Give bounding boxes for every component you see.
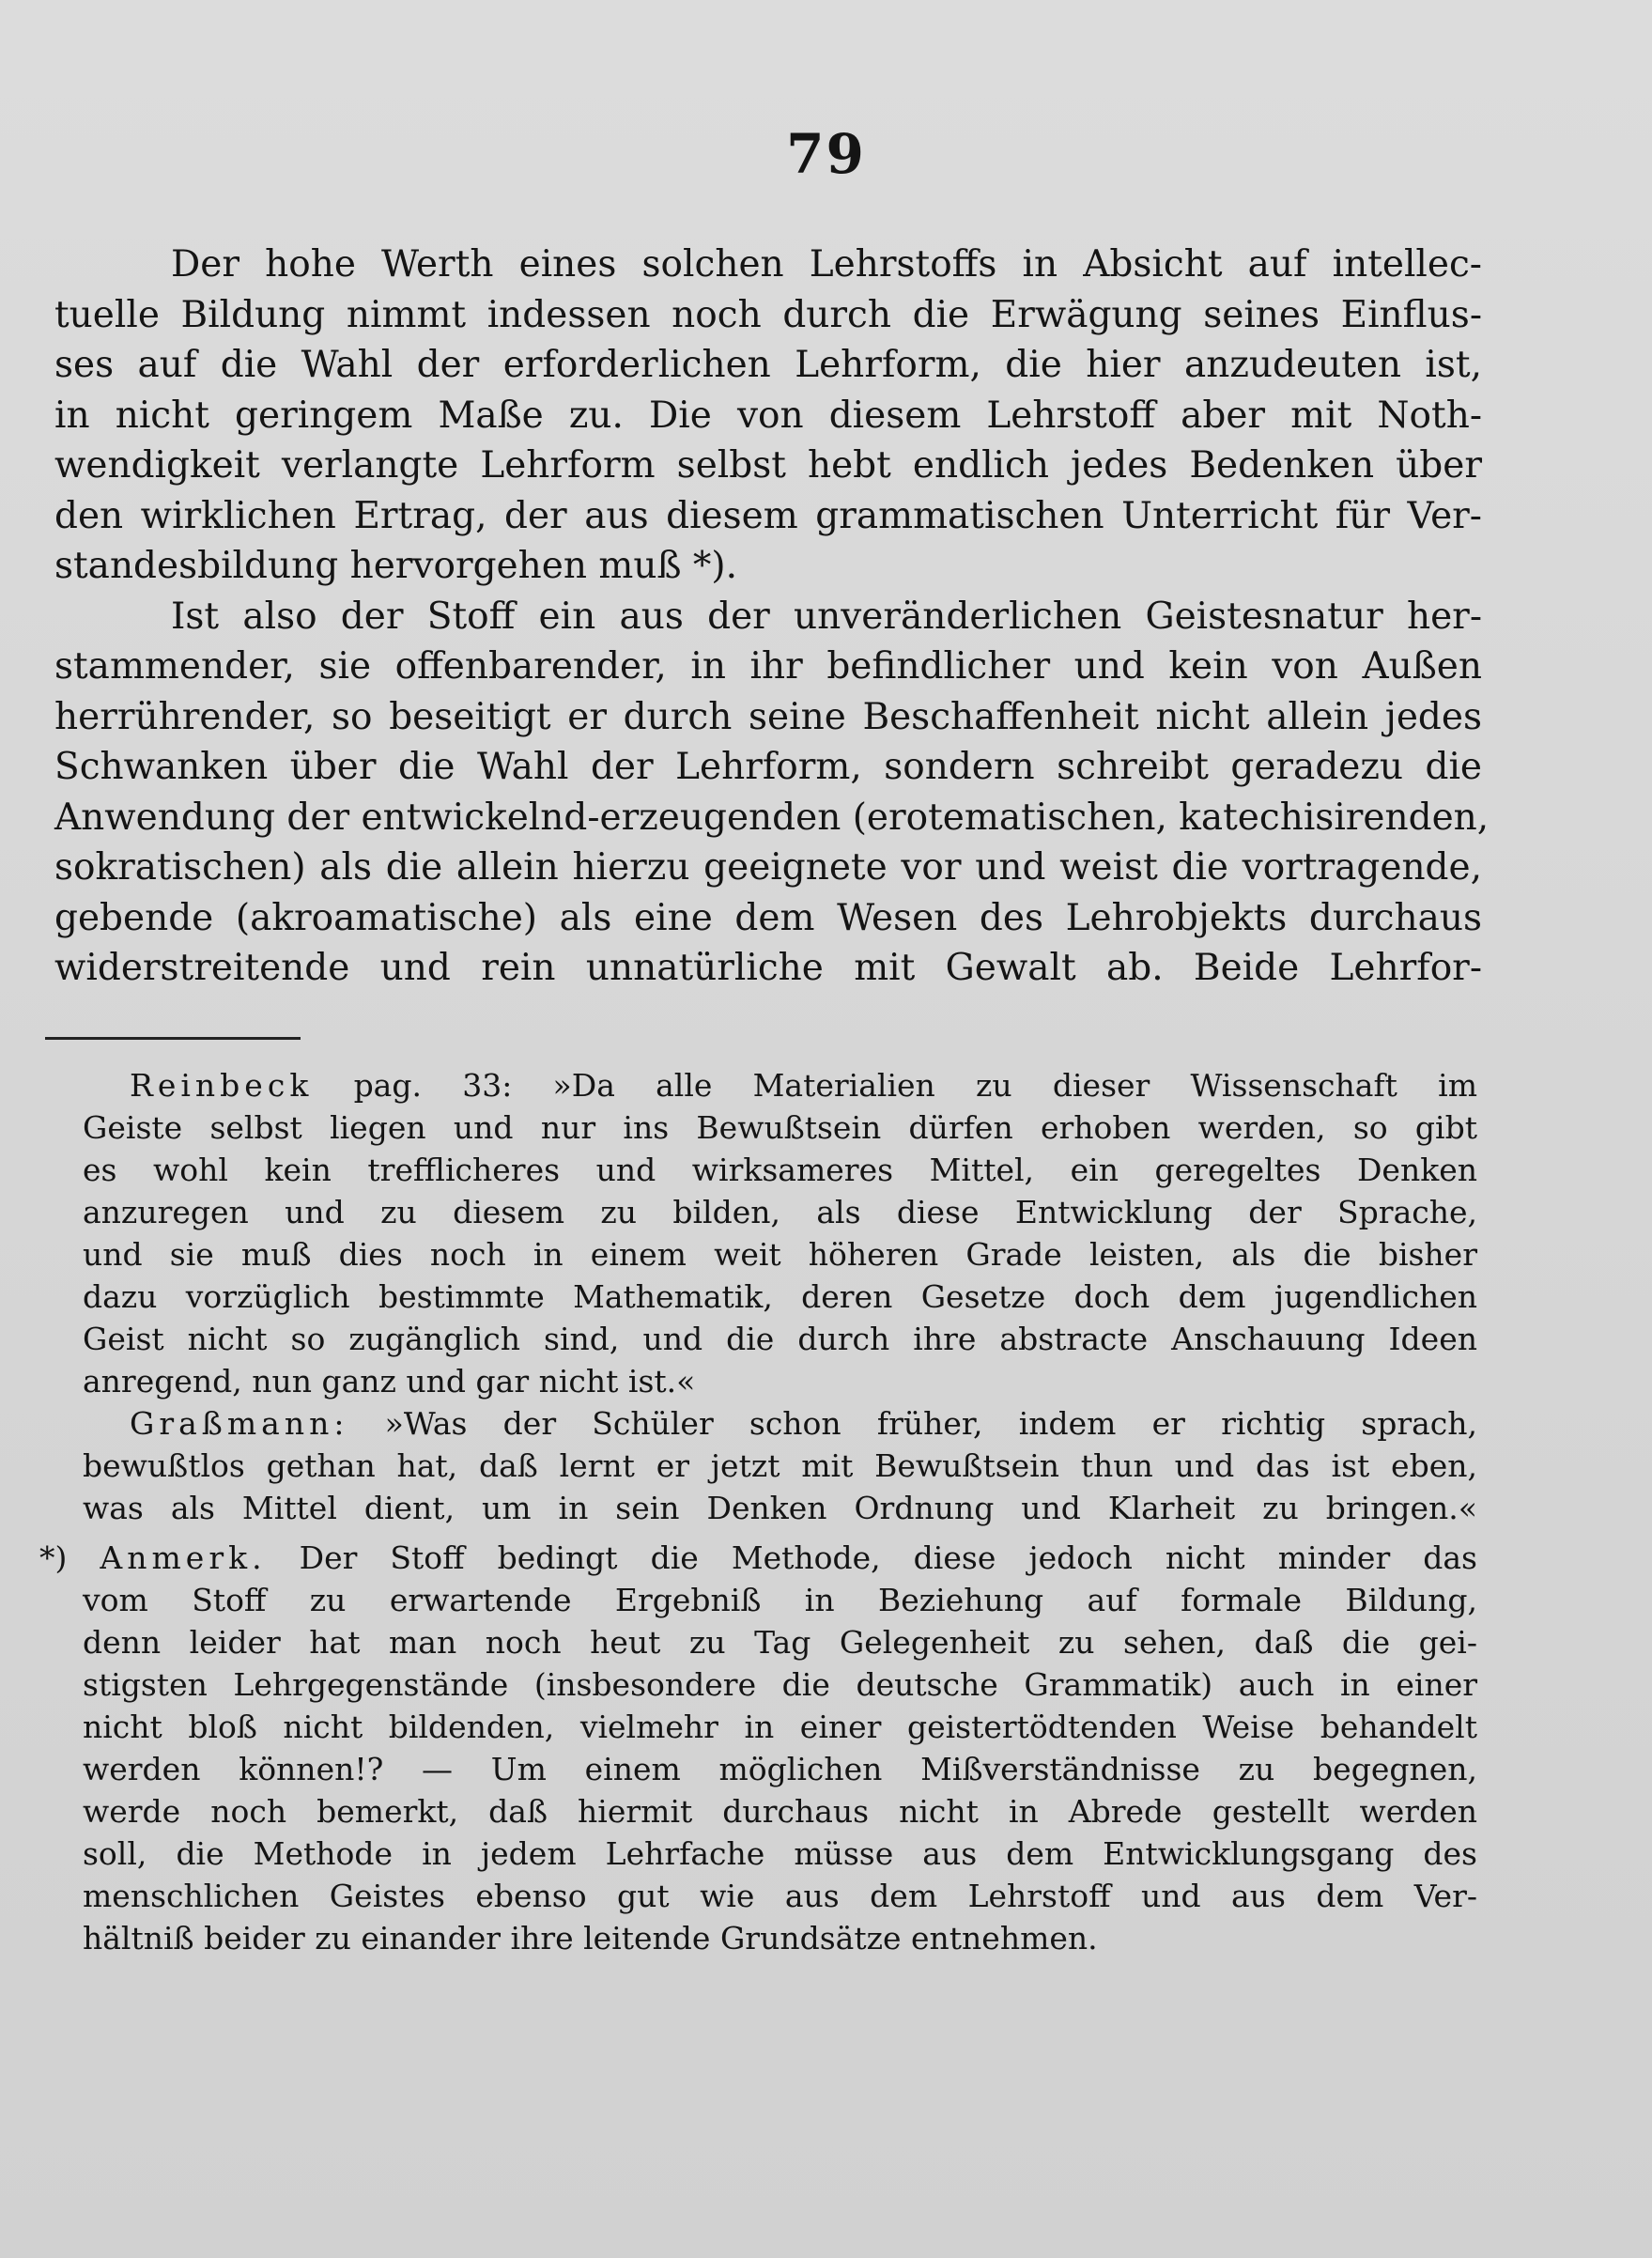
footnote-line: werden können!? — Um einem möglichen Mißverständnisse zu begegnen, [83,1751,1477,1787]
note-line: Geiste selbst liegen und nur ins Bewußtsein dürfen erhoben werden, so gibt [83,1109,1477,1146]
text-line: Anwendung der entwickelnd-erzeugenden (erotematischen, katechisirenden, [54,796,1490,839]
footnote-line: stigsten Lehrgegenstände (insbesondere die deutsche Grammatik) auch in einer [83,1666,1477,1703]
note-author-grassmann: Graßmann: [130,1405,349,1442]
note-line [83,1064,1477,1106]
text-line: gebende (akroamatische) als eine dem Wesen des Lehrobjekts durchaus [54,896,1482,939]
note-line: bewußtlos gethan hat, daß lernt er jetzt mit Bewußtsein thun und das ist eben, [83,1447,1477,1484]
text-line: ses auf die Wahl der erforderlichen Lehrform, die hier anzudeuten ist, [54,344,1482,386]
note-line: es wohl kein trefflicheres und wirksameres Mittel, ein geregeltes Denken [83,1152,1477,1188]
footnotes [39,1064,1478,1959]
note-author-reinbeck: Reinbeck [130,1067,314,1104]
text-line: den wirklichen Ertrag, der aus diesem grammatischen Unterricht für Ver- [54,494,1482,537]
footnote-line [39,1537,1477,1579]
text-line: wendigkeit verlangte Lehrform selbst hebt endlich jedes Bedenken über [54,444,1482,487]
text-line: in nicht geringem Maße zu. Die von diesem Lehrstoff aber mit Noth- [54,394,1482,437]
note-line: dazu vorzüglich bestimmte Mathematik, deren Gesetze doch dem jugendlichen [83,1278,1477,1315]
note-line [83,1402,1477,1445]
note-line: anregend, nun ganz und gar nicht ist.« [83,1363,696,1400]
footnote-line: nicht bloß nicht bildenden, vielmehr in einer geistertödtenden Weise behandelt [83,1709,1477,1745]
footnote-label: Anmerk. [100,1539,267,1576]
text-line: herrührender, so beseitigt er durch seine Beschaffenheit nicht allein jedes [54,695,1482,738]
footnote-line: vom Stoff zu erwartende Ergebniß in Beziehung auf formale Bildung, [83,1582,1477,1618]
footnote-line: denn leider hat man noch heut zu Tag Gelegenheit zu sehen, daß die gei- [83,1624,1477,1661]
footnote-text: Der Stoff bedingt die Methode, diese jedoch nicht minder das [299,1539,1477,1576]
note-line: anzuregen und zu diesem zu bilden, als diese Entwicklung der Sprache, [83,1194,1477,1230]
note-line: was als Mittel dient, um in sein Denken Ordnung und Klarheit zu bringen.« [83,1490,1477,1526]
footnote-line: soll, die Methode in jedem Lehrfache müsse aus dem Entwicklungsgang des [83,1835,1477,1872]
footnote-line: hältniß beider zu einander ihre leitende Grundsätze entnehmen. [83,1920,1098,1956]
text-line: sokratischen) als die allein hierzu geeignete vor und weist die vortragende, [54,846,1482,889]
note-line: und sie muß dies noch in einem weit höheren Grade leisten, als die bisher [83,1236,1477,1273]
footnote-marker: *) [39,1539,68,1576]
text-line: widerstreitende und rein unnatürliche mit Gewalt ab. Beide Lehrfor- [54,947,1482,989]
main-text [54,240,1490,994]
text-line: tuelle Bildung nimmt indessen noch durch die Erwägung seines Einflus- [54,293,1482,336]
page-number: 79 [786,122,866,186]
footnote-line: menschlichen Geistes ebenso gut wie aus dem Lehrstoff und aus dem Ver- [83,1878,1477,1914]
text-line: Schwanken über die Wahl der Lehrform, sondern schreibt geradezu die [54,746,1482,788]
note-text: pag. 33: »Da alle Materialien zu dieser Wissenschaft im [353,1067,1477,1104]
footnote-divider [45,1037,301,1040]
note-text: »Was der Schüler schon früher, indem er richtig sprach, [384,1405,1478,1442]
footnote-line: werde noch bemerkt, daß hiermit durchaus nicht in Abrede gestellt werden [83,1793,1477,1830]
text-line: standesbildung hervorgehen muß *). [54,545,738,587]
text-line: Ist also der Stoff ein aus der unveränderlichen Geistesnatur her- [171,595,1482,638]
text-line: stammender, sie offenbarender, in ihr befindlicher und kein von Außen [54,645,1482,688]
note-line: Geist nicht so zugänglich sind, und die durch ihre abstracte Anschauung Ideen [83,1321,1477,1357]
note-gap [83,1529,1477,1537]
text-line: Der hohe Werth eines solchen Lehrstoffs in Absicht auf intellec- [171,243,1482,286]
